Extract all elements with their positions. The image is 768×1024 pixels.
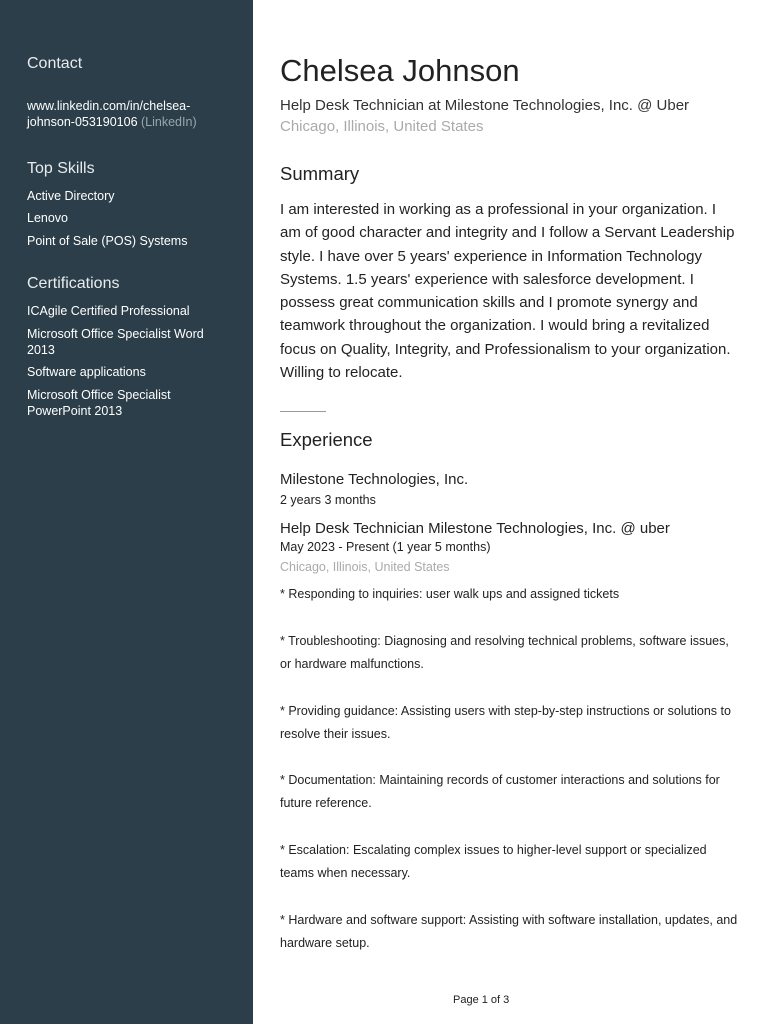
profile-location: Chicago, Illinois, United States [280, 118, 484, 135]
sidebar [0, 0, 253, 1024]
duty-bullet: * Documentation: Maintaining records of customer interactions and solutions for future reference. [280, 773, 720, 810]
summary-heading: Summary [280, 163, 360, 184]
linkedin-link[interactable] [27, 98, 232, 130]
role-title: Help Desk Technician Milestone Technologies, Inc. @ uber [280, 520, 670, 537]
experience-heading: Experience [280, 429, 373, 450]
skills-heading: Top Skills [27, 160, 95, 177]
contact-heading: Contact [27, 55, 83, 72]
skill-item: Active Directory [27, 189, 115, 203]
duty-bullet: * Providing guidance: Assisting users with step-by-step instructions or solutions to resolve their issues. [280, 704, 731, 741]
section-divider [280, 411, 326, 412]
duty-bullet: * Escalation: Escalating complex issues to higher-level support or specialized teams when necessary. [280, 843, 707, 880]
role-location: Chicago, Illinois, United States [280, 560, 450, 574]
duty-bullet: * Responding to inquiries: user walk ups and assigned tickets [280, 587, 620, 601]
linkedin-label: (LinkedIn) [141, 115, 197, 129]
skill-item: Lenovo [27, 211, 69, 225]
duty-bullet: * Troubleshooting: Diagnosing and resolving technical problems, software issues, or hardware malfunctions. [280, 634, 729, 671]
profile-name: Chelsea Johnson [280, 53, 520, 88]
certification-item: Software applications [27, 365, 146, 379]
certification-item: Microsoft Office Specialist Word 2013 [27, 327, 204, 357]
profile-headline: Help Desk Technician at Milestone Technologies, Inc. @ Uber [280, 97, 690, 114]
skill-item: Point of Sale (POS) Systems [27, 234, 188, 248]
page-number: Page 1 of 3 [453, 994, 510, 1006]
certification-item: ICAgile Certified Professional [27, 304, 190, 318]
company-duration: 2 years 3 months [280, 493, 376, 507]
certification-item: Microsoft Office Specialist PowerPoint 2013 [27, 388, 171, 418]
linkedin-url[interactable]: www.linkedin.com/in/chelsea-johnson-053190106 [27, 99, 191, 129]
company-name: Milestone Technologies, Inc. [280, 471, 469, 488]
duty-bullet: * Hardware and software support: Assisting with software installation, updates, and hardware setup. [280, 913, 738, 950]
summary-text: I am interested in working as a professional in your organization. I am of good character and integrity and I follow a Servant Leadership style. I have over 5 years' experience in Information Technology Systems. 1.5 years' experience with salesforce development. I possess great communication skills and I promote synergy and teamwork throughout the organization. I would bring a revitalized focus on Quality, Integrity, and Professionalism to your organization. Willing to relocate. [280, 201, 735, 382]
role-dates: May 2023 - Present (1 year 5 months) [280, 540, 491, 554]
certifications-heading: Certifications [27, 275, 120, 292]
